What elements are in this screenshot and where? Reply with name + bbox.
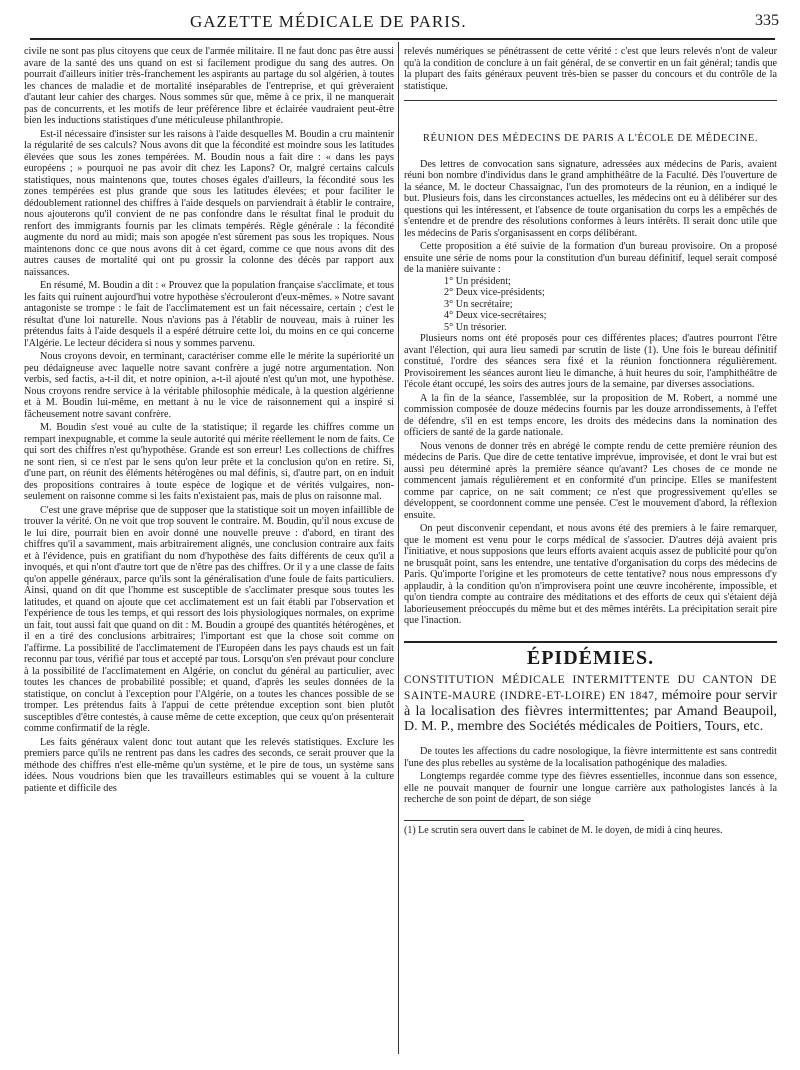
paragraph: De toutes les affections du cadre nosologique, la fièvre intermittente est sans contredit l'une des plus rebelles au système de la localisation pathogénique des maladies. bbox=[404, 746, 777, 769]
list-item: 3° Un secrétaire; bbox=[444, 298, 513, 310]
list-item: 2° Deux vice-présidents; bbox=[444, 287, 545, 298]
paragraph: Des lettres de convocation sans signature, adressées aux médecins de Paris, avaient réuni bon nombre d'individus dans le grand amphithéâtre de la Faculté. Dès l'ouverture de la séance, M. le docteur Chassaignac, l'un des promoteurs de la réunion, en a indiqué le but. Plusieurs fois, dans les circonstances actuelles, les médecins ont eu à délibérer sur des questions qui les intéressent, et l'absence de toute organisation du corps les a empêchés de s'entendre et de prendre des résolutions conformes à leurs intérêts. Il serait donc utile que les médecins de Paris s'organisassent en corps délibérant. bbox=[404, 158, 777, 239]
list-item: 5° Un trésorier. bbox=[444, 321, 507, 333]
page-number: 335 bbox=[755, 12, 779, 29]
column-divider bbox=[398, 42, 399, 1054]
footnote: (1) Le scrutin sera ouvert dans le cabinet de M. le doyen, de midi à cinq heures. bbox=[404, 824, 723, 836]
article-title-rest: mémoire pour servir à la localisation des fièvres intermittentes; par Amand Beaupoil, D. M. P., membre des Sociétés médicales de Poitiers, Tours, etc. bbox=[404, 688, 778, 734]
paragraph: On peut disconvenir cependant, et nous avons été des premiers à le faire remarquer, que le moment est venu pour le corps médical de s'associer. D'autres déjà avaient pris l'initiative, et nous supposions que leurs efforts avaient acquis assez de publicité pour qu'on ne brusquât point, sans les entendre, une tentative d'organisation du corps des médecins de Paris. Qu'importe l'origine et les promoteurs de cette tentative? nous nous empressons d'y applaudir, à la condition qu'on n'improvisera point une œuvre incohérente, impossible, et qu'on tiendra compte au contraire des méditations et des efforts de ceux qui s'étaient déjà laborieusement préoccupés du même but et des mêmes intérêts. La précipitation serait pire que l'inaction. bbox=[404, 523, 777, 626]
paragraph: Nous croyons devoir, en terminant, caractériser comme elle le mérite la supériorité un peu dédaigneuse avec laquelle notre savant confrère a jugé notre argumentation. Non verbis, sed factis, a-t-il dit, et notre opinion, a-t-il ajouté n'est qu'un mot, une hypothèse. Nous croyons rendre service à la véritable philosophie médicale, à la question algérienne et à M. Boudin lui-même, en mettant à nu le vice de raisonnement qui a inspiré si fâcheusement notre savant confrère. bbox=[24, 351, 394, 420]
list-item: 1° Un président; bbox=[444, 275, 511, 287]
epidemics-heading: ÉPIDÉMIES. bbox=[526, 646, 655, 669]
paragraph: civile ne sont pas plus citoyens que ceux de l'armée militaire. Il ne faut donc pas être aussi avare de la santé des uns quand on est si facilement prodigue du sang des autres. On pourrait d'ailleurs initier très-franchement les aspirants au partage du sol algérien, à toutes les chances de maladie et de mortalité inséparables de l'entreprise, et qui grèveraient d'autant leur cahier des charges. Nous sommes sûr que, même à ce prix, il ne manquerait pas de concurrents, et les motifs de leur préférence libre et éclairée vaudraient peut-être bien les inductions statistiques d'une méticuleuse philanthropie. bbox=[24, 46, 394, 126]
paragraph: M. Boudin s'est voué au culte de la statistique; il regarde les chiffres comme un rempart inexpugnable, et comme la seule autorité qui mérite réellement le nom de faits. Ce qui sort des chiffres n'est qu'hypothèse. Grande est son erreur! Les collections de chiffres ne sont rien, si ce n'est par le sens qu'on leur prête et la conclusion qu'on en retire. Si, d'une part, on réunit des éléments hétérogènes ou mal définis, si, d'autre part, on en induit des propositions contraires à toute espèce de logique et de vérités vulgaires, non-seulement on raisonne comme si les faits n'existaient pas, mais de plus on raisonne mal. bbox=[24, 422, 395, 502]
paragraph: A la fin de la séance, l'assemblée, sur la proposition de M. Robert, a nommé une commission composée de douze médecins fournis par les douze arrondissements, à l'effet de défendre, s'il en est temps encore, les droits des médecins dans la nomination des officiers de santé de la garde nationale. bbox=[404, 392, 777, 438]
right-column bbox=[404, 46, 777, 836]
bureau-list bbox=[444, 276, 777, 334]
header-rule bbox=[30, 38, 775, 40]
paragraph: C'est une grave méprise que de supposer que la statistique soit un moyen infaillible de trouver la vérité. On ne voit que trop souvent le contraire. M. Boudin, qu'il nous excuse de le lui dire, pourrait bien en avoir donné une nouvelle preuve : d'abord, en tirant des chiffres qu'il a savamment, mais arbitrairement alignés, une conclusion contraire aux faits et à l'évidence, puis en gratifiant du nom d'hypothèse des faits différents de ceux qu'il a invoqués, et qui n'ont d'autre tort que de n'être pas des chiffres. Or il y a une classe de faits qu'on appelle généraux, parce qu'ils sont la généralisation d'une foule de faits particuliers. Ainsi, quand on dit que l'homme est susceptible de s'acclimater presque sous toutes les latitudes, et quand on ajoute que cet acclimatement est un fait établi par l'observation et l'expérience de tous les temps, et qui ressort des lois physiologiques normales, on exprime un fait, tout aussi fait que quand on dit : M. Boudin a groupé des quantités hétérogènes, et il en a tiré des conclusions arbitraires; l'important est que la chose soit comme on l'affirme. La possibilité de l'acclimatement de l'Européen dans les pays chauds est un fait reconnu par tous, vérifié par tous et accepté par tous. Lorsqu'on s'en prévaut pour conclure à la possibilité de l'acclimatement en Algérie, on conclut du général au particulier, avec toutes les chances de probabilité possible; et quand, d'après les seules données de la statistique, on conclut à l'exception pour l'Algérie, on a toutes les chances possible de se tromper. Les prétendus faits à l'appui de cette prétendue exception sont bien plutôt susceptibles d'être contestés, à cause même de cette exception, que ceux qu'on présenterait comme confirmatif de la règle. bbox=[24, 504, 394, 734]
list-item: 4° Deux vice-secrétaires; bbox=[444, 310, 547, 321]
section-rule bbox=[404, 100, 777, 101]
section-heading: RÉUNION DES MÉDECINS DE PARIS A L'ÉCOLE DE MÉDECINE. bbox=[422, 133, 759, 144]
journal-title: GAZETTE MÉDICALE DE PARIS. bbox=[190, 12, 467, 31]
page-header bbox=[0, 4, 800, 34]
paragraph: Longtemps regardée comme type des fièvres essentielles, inconnue dans son essence, elle ne pouvait manquer de fournir une longue carrière aux pathologistes lancés à la recherche de son point de départ, de son siége bbox=[404, 771, 777, 805]
paragraph: Cette proposition a été suivie de la formation d'un bureau provisoire. On a proposé ensuite une série de noms pour la constitution d'un bureau définitif, lequel serait composé de la manière suivante : bbox=[404, 241, 777, 275]
section-rule-thick bbox=[404, 641, 777, 643]
article-title-caps: CONSTITUTION MÉDICALE INTERMITTENTE DU CANTON DE SAINTE-MAURE (INDRE-ET-LOIRE) EN 1847, bbox=[404, 674, 777, 702]
paragraph: En résumé, M. Boudin a dit : « Prouvez que la population française s'acclimate, et tous les faits qui ruinent aujourd'hui votre hypothèse s'écrouleront d'eux-mêmes. » Notre savant antagoniste se trompe : le fait de l'acclimatement est un fait nécessaire, certain ; c'est le résultat d'une loi naturelle. Nous n'avions pas à l'établir de nouveau, mais à ruiner les prétendus faits à l'aide desquels il a espéré détruire cette loi, du moins en ce qui concerne l'Algérie. Le lecteur décidera si nous y sommes parvenu. bbox=[24, 280, 394, 349]
footnote-rule bbox=[404, 820, 524, 821]
paragraph: Est-il nécessaire d'insister sur les raisons à l'aide desquelles M. Boudin a cru maintenir la régularité de ses calculs? Nous avons dit que la fécondité est moindre sous les latitudes élevées que sous les zones tempérées. M. Boudin nous a fait dire : « dans les pays européens ; » pourquoi ne pas avoir dit chez les Lapons? Or, malgré certains calculs statistiques, nous maintenons que, toutes choses égales d'ailleurs, la fécondité sous les zones tempérées est plus grande que sous les latitudes élevées; et pour faciliter le dédoublement rationnel des chiffres à l'aide desquels on parviendrait à établir le contraire, nous ajouterons qu'il convient de ne pas confondre dans le résultat final le produit du renfort des immigrants fournis par les climats tempérés. Règle générale : la fécondité augmente du nord au midi; mais son apogée n'est sûrement pas sous les tropiques. Nous maintenons donc ce que nous avons dit à cet égard, comme ce que nous avons dit des autres causes de mortalité qui ont pu grossir la colonne des décès par rapport aux naissances. bbox=[24, 128, 394, 278]
paragraph: Les faits généraux valent donc tout autant que les relevés statistiques. Exclure les premiers parce qu'ils ne rentrent pas dans les cadres des seconds, ce serait prouver que la méthode des chiffres n'est elle-même qu'un système, et le pire de tous, un système sans idées. Nous voudrions bien que les travailleurs estimables qui se vouent à la culture patiente et difficile des bbox=[24, 736, 394, 794]
paragraph: Nous venons de donner très en abrégé le compte rendu de cette première réunion des médecins de Paris. Que dire de cette tentative imprévue, improvisée, et dont le vrai but est aussi peu déterminé après la première séance qu'avant? Les choses de ce monde ne commencent jamais régulièrement et en conformité d'un principe. Elles se manifestent comme par caprice, on ne sait comment; ce n'est que progressivement qu'elles se développent, se coordonnent comme une pensée. C'est le mouvement d'abord, la réflexion ensuite. bbox=[404, 440, 777, 521]
article-title bbox=[404, 672, 777, 734]
paragraph: relevés numériques se pénétrassent de cette vérité : c'est que leurs relevés n'ont de valeur qu'à la condition de conclure à un fait général, de se convertir en un fait général; tandis que la plupart des faits généraux peuvent très-bien se passer du concours et du contrôle de la statistique. bbox=[404, 46, 777, 92]
left-column bbox=[24, 46, 394, 794]
paragraph: Plusieurs noms ont été proposés pour ces différentes places; d'autres pourront l'être avant l'élection, qui aura lieu samedi par scrutin de liste (1). Une fois le bureau définitif constitué, l'ordre des séances sera fixé et la réunion fonctionnera régulièrement. Provisoirement les séances auront lieu le dimanche, à huit heures du soir, l'amphithéâtre de l'école étant occupé, les soirs des autres jours de la semaine, par diverses associations. bbox=[404, 333, 777, 390]
